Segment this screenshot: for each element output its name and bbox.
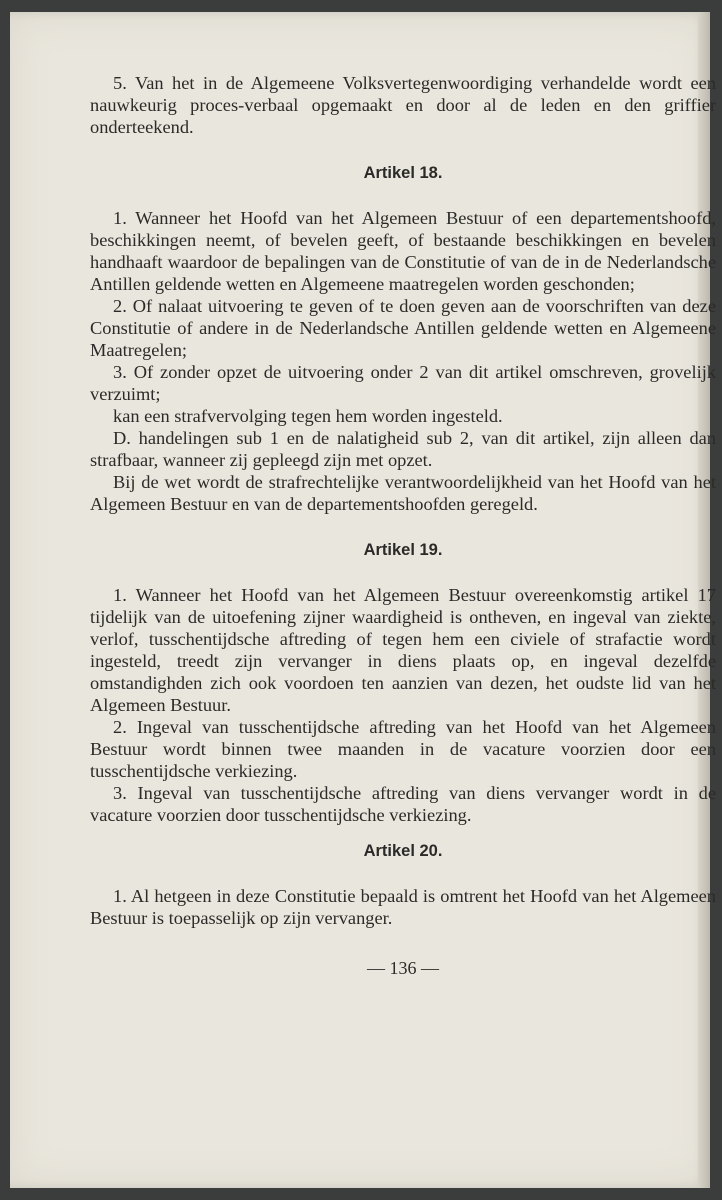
paragraph-5: 5. Van het in de Algemeene Volksvertegenwoordiging verhandelde wordt een nauwkeurig proces-verbaal opgemaakt en door al de leden en den griffier onderteekend. — [90, 73, 716, 137]
page-number: — 136 — — [367, 958, 439, 978]
document-page — [10, 12, 716, 1188]
art19-paragraph-3: 3. Ingeval van tusschentijdsche aftreding van diens vervanger wordt in de vacature voorzien door tusschentijdsche verkiezing. — [90, 783, 716, 825]
art20-paragraph-1: 1. Al hetgeen in deze Constitutie bepaald is omtrent het Hoofd van het Algemeen Bestuur is toepasselijk op zijn vervanger. — [90, 886, 716, 928]
art18-paragraph-5: D. handelingen sub 1 en de nalatigheid sub 2, van dit artikel, zijn alleen dan strafbaar, wanneer zij gepleegd zijn met opzet. — [90, 428, 716, 470]
heading-artikel-19: Artikel 19. — [363, 541, 443, 559]
art18-paragraph-1: 1. Wanneer het Hoofd van het Algemeen Bestuur of een departementshoofd, beschikkingen neemt, of bevelen geeft, of bestaande beschikkingen en bevelen handhaaft waardoor de bepalingen van de Constitutie of van de in de Nederlandsche Antillen geldende wetten en Algemeene maatregelen worden geschonden; — [90, 208, 716, 294]
art18-paragraph-6: Bij de wet wordt de strafrechtelijke verantwoordelijkheid van het Hoofd van het Algemeen Bestuur en van de departementshoofden geregeld. — [90, 472, 716, 514]
art18-paragraph-4: kan een strafvervolging tegen hem worden ingesteld. — [113, 406, 503, 426]
art18-paragraph-2: 2. Of nalaat uitvoering te geven of te doen geven aan de voorschriften van deze Constitutie of andere in de Nederlandsche Antillen geldende wetten en Algemeene Maatregelen; — [90, 296, 716, 360]
art18-paragraph-3: 3. Of zonder opzet de uitvoering onder 2 van dit artikel omschreven, grovelijk verzuimt; — [90, 362, 716, 404]
page-content — [90, 72, 716, 979]
art19-paragraph-1: 1. Wanneer het Hoofd van het Algemeen Bestuur overeenkomstig artikel 17 tijdelijk van de uitoefening zijner waardigheid is ontheven, en ingeval van ziekte, verlof, tusschentijdsche aftreding of tegen hem een civiele of strafactie wordt ingesteld, treedt zijn vervanger in diens plaats op, en ingeval dezelfde omstandighden zich ook voordoen ten aanzien van dezen, het oudste lid van het Algemeen Bestuur. — [90, 585, 716, 715]
art19-paragraph-2: 2. Ingeval van tusschentijdsche aftreding van het Hoofd van het Algemeen Bestuur wordt binnen twee maanden in de vacature voorzien door een tusschentijdsche verkiezing. — [90, 717, 716, 781]
heading-artikel-18: Artikel 18. — [363, 164, 443, 182]
heading-artikel-20: Artikel 20. — [363, 842, 443, 860]
